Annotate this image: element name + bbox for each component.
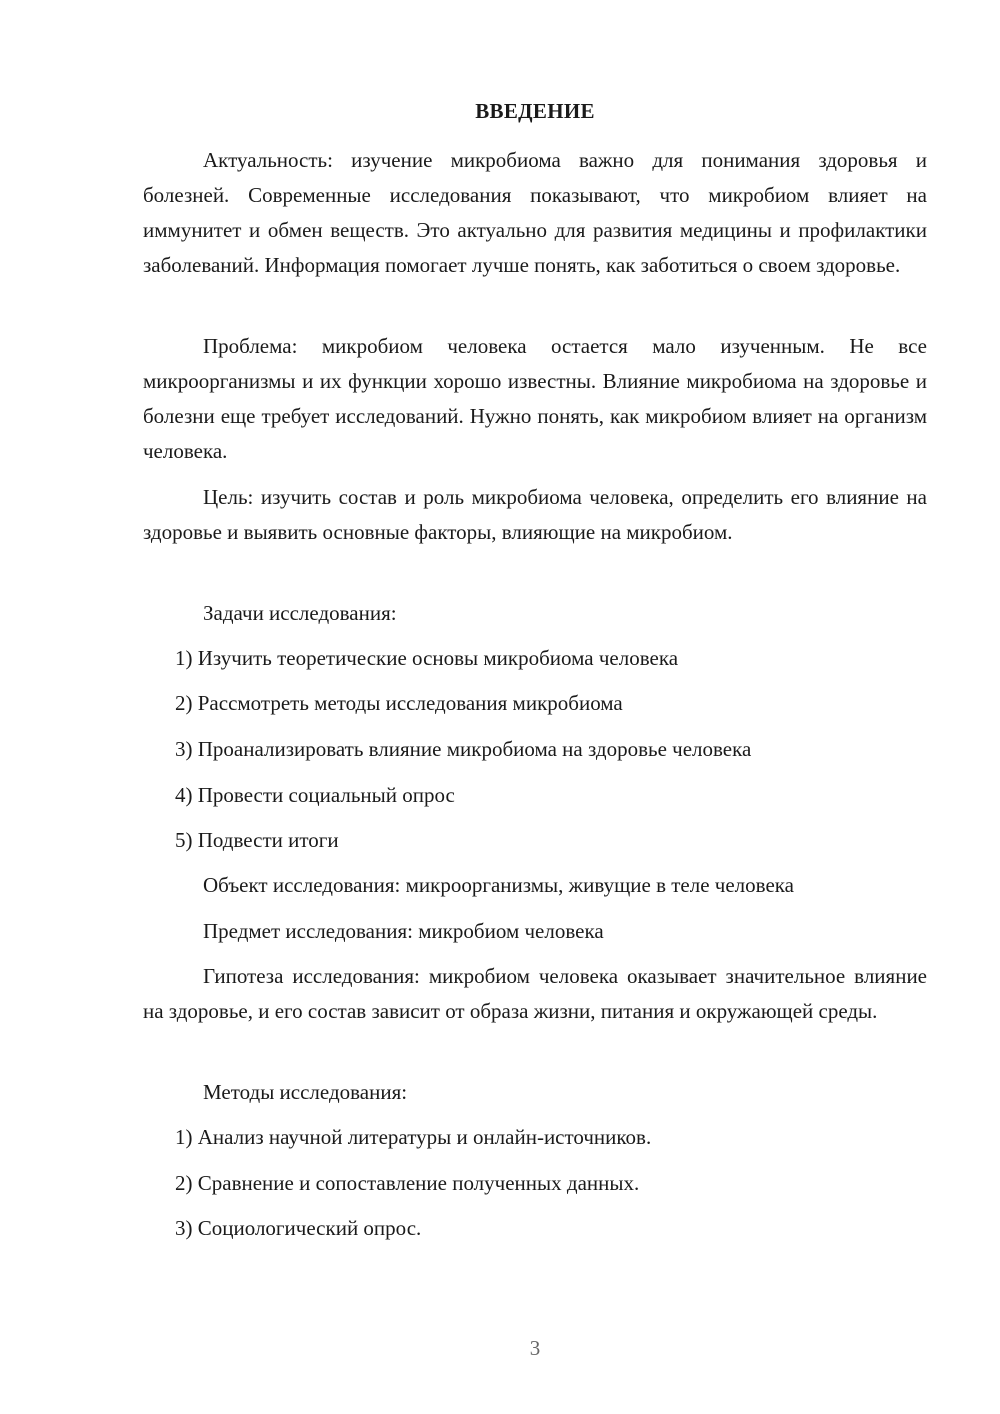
- goal-paragraph: Цель: изучить состав и роль микробиома человека, определить его влияние на здоровье и выявить основные факторы, влияющие на микробиом.: [143, 485, 927, 544]
- hypothesis-paragraph: Гипотеза исследования: микробиом человека оказывает значительное влияние на здоровье, и его состав зависит от образа жизни, питания и окружающей среды.: [143, 964, 927, 1023]
- method-item-1: 1) Анализ научной литературы и онлайн-источников.: [175, 1125, 652, 1149]
- task-item-4: 4) Провести социальный опрос: [175, 783, 455, 807]
- research-subject: Предмет исследования: микробиом человека: [203, 919, 604, 943]
- page-number: 3: [529, 1336, 541, 1360]
- methods-heading: Методы исследования:: [203, 1080, 408, 1104]
- method-item-2: 2) Сравнение и сопоставление полученных данных.: [175, 1171, 640, 1195]
- method-item-3: 3) Социологический опрос.: [175, 1216, 422, 1240]
- task-item-2: 2) Рассмотреть методы исследования микробиома: [175, 691, 623, 715]
- task-item-1: 1) Изучить теоретические основы микробиома человека: [175, 646, 679, 670]
- research-object: Объект исследования: микроорганизмы, живущие в теле человека: [203, 873, 794, 897]
- document-page: [143, 0, 927, 1414]
- tasks-heading: Задачи исследования:: [203, 601, 397, 625]
- section-title: ВВЕДЕНИЕ: [475, 99, 595, 123]
- task-item-3: 3) Проанализировать влияние микробиома на здоровье человека: [175, 737, 752, 761]
- problem-paragraph: Проблема: микробиом человека остается мало изученным. Не все микроорганизмы и их функции хорошо известны. Влияние микробиома на здоровье и болезни еще требует исследований. Нужно понять, как микробиом влияет на организм человека.: [143, 334, 927, 463]
- task-item-5: 5) Подвести итоги: [175, 828, 339, 852]
- relevance-paragraph: Актуальность: изучение микробиома важно для понимания здоровья и болезней. Современные исследования показывают, что микробиом влияет на иммунитет и обмен веществ. Это актуально для развития медицины и профилактики заболеваний. Информация помогает лучше понять, как заботиться о своем здоровье.: [143, 148, 927, 277]
